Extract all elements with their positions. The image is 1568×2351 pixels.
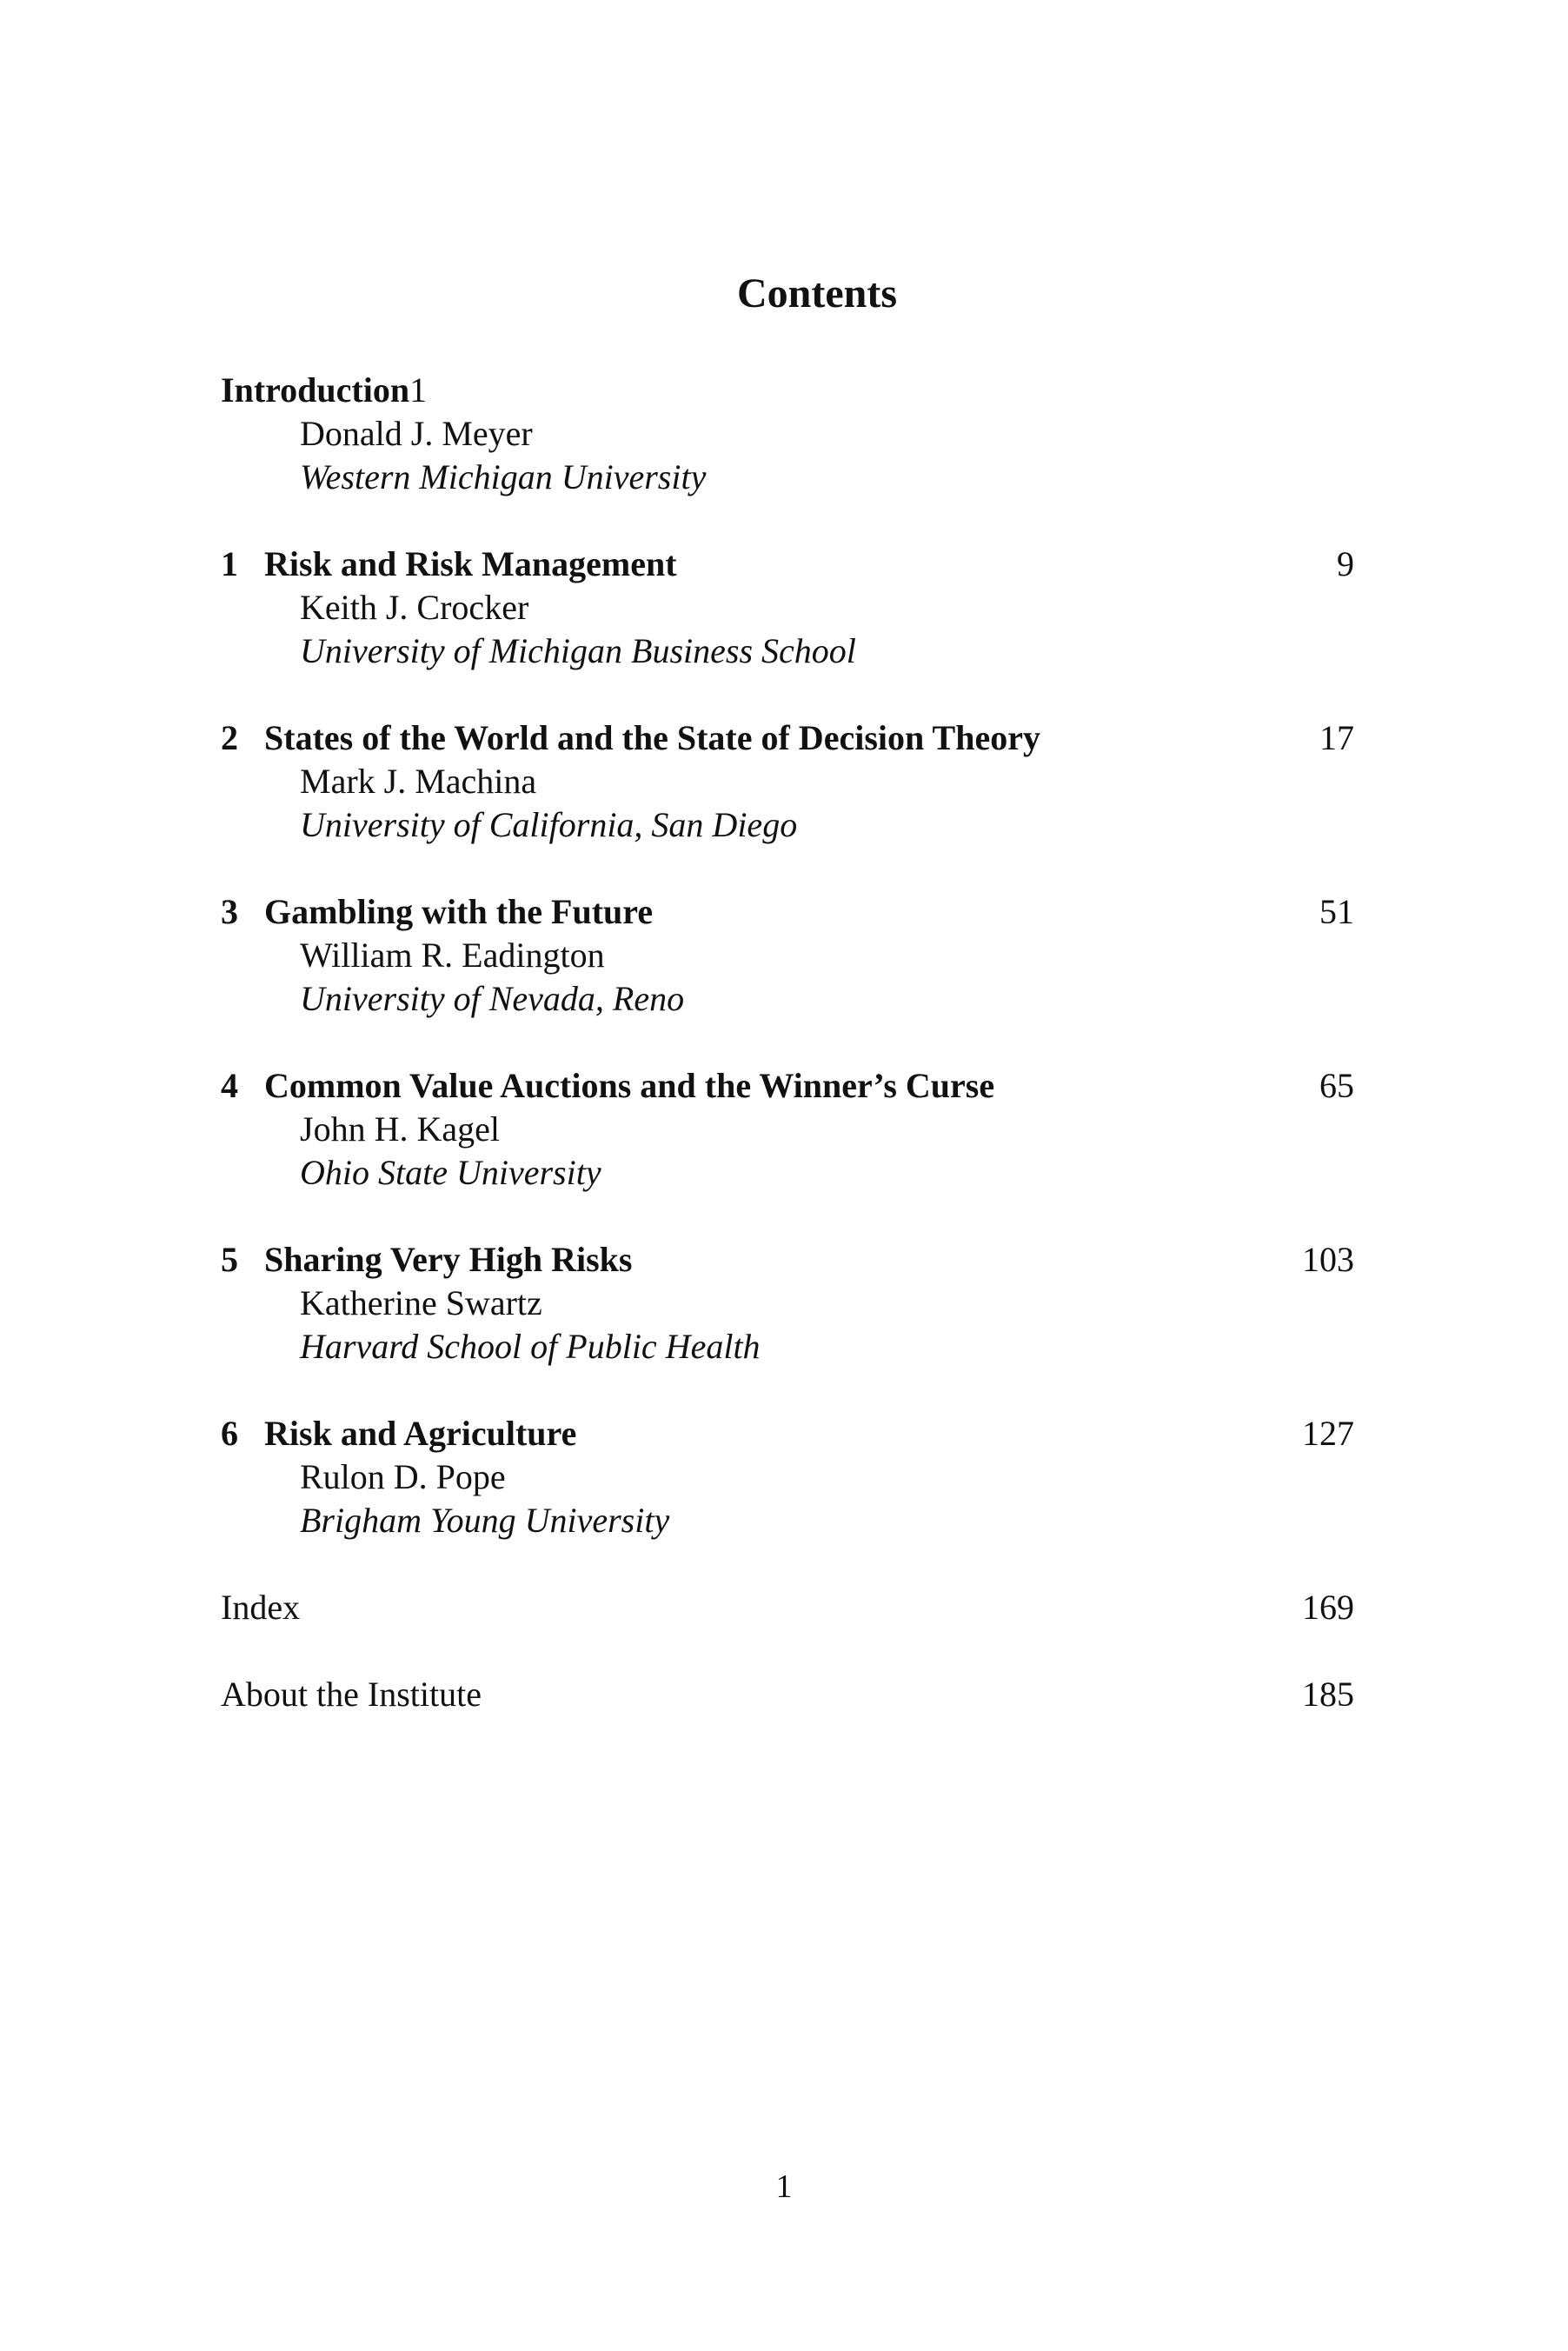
index-page: 169 (1302, 1588, 1354, 1627)
chapter-4-number: 4 (221, 1066, 238, 1105)
chapter-2-number: 2 (221, 718, 238, 757)
toc-entry-introduction (221, 369, 427, 412)
chapter-3-page: 51 (1319, 892, 1354, 931)
chapter-5-affiliation: Harvard School of Public Health (300, 1327, 761, 1366)
chapter-4-page: 65 (1319, 1066, 1354, 1105)
chapter-1-affiliation: University of Michigan Business School (300, 631, 856, 670)
chapter-6-number: 6 (221, 1414, 238, 1453)
page-title: Contents (736, 270, 897, 316)
chapter-1-title: Risk and Risk Management (264, 544, 677, 583)
chapter-2-page: 17 (1319, 718, 1354, 757)
about-institute-page: 185 (1302, 1675, 1354, 1714)
introduction-page: 1 (409, 370, 428, 410)
chapter-2-author: Mark J. Machina (300, 762, 537, 801)
introduction-author: Donald J. Meyer (300, 414, 533, 453)
chapter-6-title: Risk and Agriculture (264, 1414, 577, 1453)
chapter-5-number: 5 (221, 1240, 238, 1279)
chapter-6-affiliation: Brigham Young University (300, 1501, 670, 1540)
footer-page-number: 1 (775, 2168, 793, 2205)
chapter-5-page: 103 (1302, 1240, 1354, 1279)
chapter-1-number: 1 (221, 544, 238, 583)
chapter-3-author: William R. Eadington (300, 936, 605, 975)
introduction-label: Introduction (221, 370, 410, 410)
chapter-3-title: Gambling with the Future (264, 892, 654, 931)
chapter-2-title: States of the World and the State of Decision Theory (264, 718, 1040, 757)
chapter-6-author: Rulon D. Pope (300, 1457, 506, 1496)
chapter-1-author: Keith J. Crocker (300, 588, 529, 627)
toc-entry-index: Index (221, 1588, 301, 1627)
introduction-affiliation: Western Michigan University (300, 457, 707, 496)
chapter-6-page: 127 (1302, 1414, 1354, 1453)
chapter-4-affiliation: Ohio State University (300, 1153, 601, 1192)
chapter-3-number: 3 (221, 892, 238, 931)
toc-entry-about-institute: About the Institute (221, 1675, 482, 1714)
chapter-4-author: John H. Kagel (300, 1109, 500, 1149)
chapter-4-title: Common Value Auctions and the Winner’s Curse (264, 1066, 995, 1105)
chapter-5-title: Sharing Very High Risks (264, 1240, 633, 1279)
chapter-1-page: 9 (1337, 544, 1354, 583)
chapter-2-affiliation: University of California, San Diego (300, 805, 798, 844)
chapter-5-author: Katherine Swartz (300, 1283, 542, 1322)
chapter-3-affiliation: University of Nevada, Reno (300, 979, 685, 1018)
